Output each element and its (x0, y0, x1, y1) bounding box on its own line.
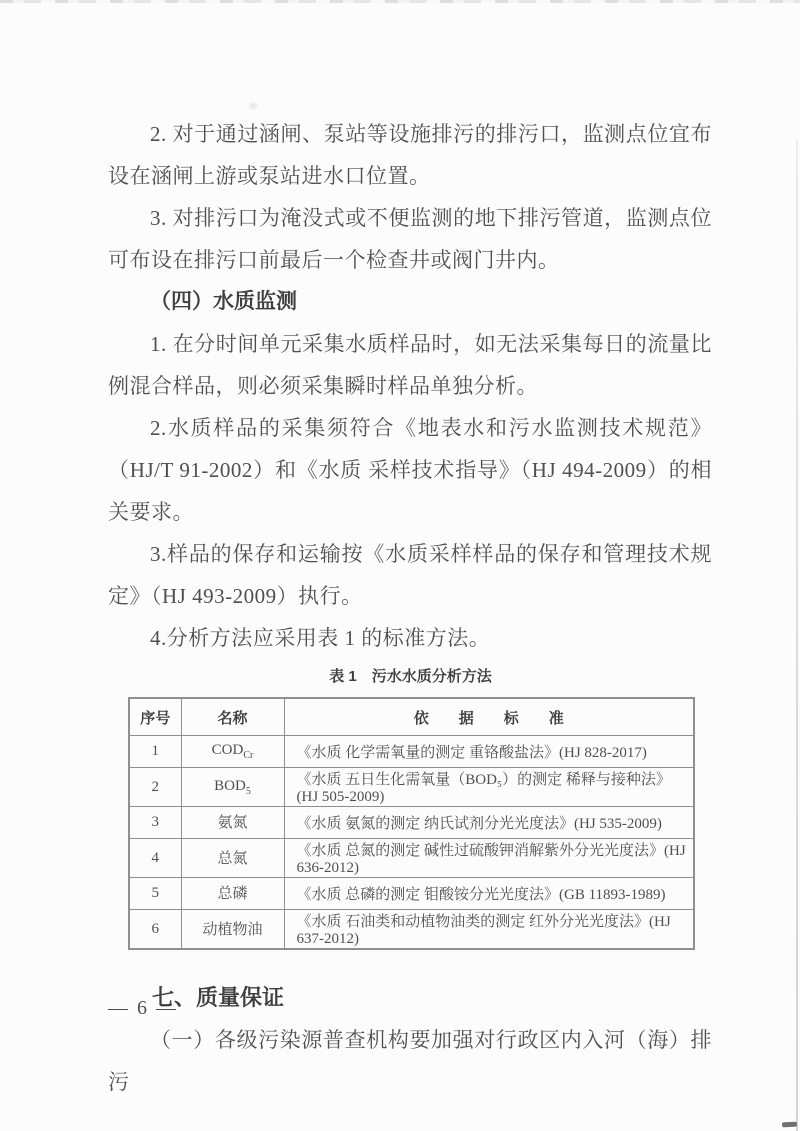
heading-section-7-quality-assurance: 七、质量保证 (152, 985, 285, 1010)
table-row (129, 878, 694, 910)
cell-no: 6 (129, 910, 181, 950)
scan-artifact-corner-mark (782, 1122, 797, 1128)
cell-no: 5 (129, 878, 181, 910)
paragraph-sample-time-unit: 1. 在分时间单元采集水质样品时，如无法采集每日的流量比例混合样品，则必须采集瞬时样品单独分析。 (108, 332, 712, 398)
document-body (108, 113, 712, 1103)
cell-name: 动植物油 (181, 910, 284, 950)
cell-name: 氨氮 (181, 807, 284, 839)
paragraph-analysis-method: 4.分析方法应采用表 1 的标准方法。 (150, 626, 491, 650)
paragraph-qa-agencies: （一）各级污染源普查机构要加强对行政区内入河（海）排污 (108, 1028, 712, 1094)
table-title: 表 1 污水水质分析方法 (329, 668, 492, 685)
cell-standard: 《水质 五日生化需氧量（BOD₅）的测定 稀释与接种法》(HJ 505-2009) (284, 768, 694, 807)
paragraph-sample-collection: 2.水质样品的采集须符合《地表水和污水监测技术规范》（HJ/T 91-2002）和《水质 采样技术指导》（HJ 494-2009）的相关要求。 (108, 416, 712, 524)
subscript: Cr (243, 750, 254, 761)
heading-section-4-water-quality-monitoring: （四）水质监测 (150, 290, 297, 313)
page-number: — 6 — (108, 997, 178, 1019)
cell-standard: 《水质 总磷的测定 钼酸铵分光光度法》(GB 11893-1989) (284, 878, 694, 910)
paragraph-outlet-submerged: 3. 对排污口为淹没式或不便监测的地下排污管道，监测点位可布设在排污口前最后一个检查井或阀门井内。 (108, 206, 712, 272)
cell-standard: 《水质 氨氮的测定 纳氏试剂分光光度法》(HJ 535-2009) (284, 807, 694, 839)
table-row (129, 736, 694, 768)
table-row (129, 807, 694, 839)
cell-name: $COD_{Cr}$ (181, 736, 284, 768)
column-header-no: 序号 (129, 698, 181, 736)
cell-no: 3 (129, 807, 181, 839)
table-row (129, 839, 694, 878)
table-row (129, 910, 694, 950)
cell-no: 4 (129, 839, 181, 878)
column-header-standard: 依 据 标 准 (284, 698, 694, 736)
cell-no: 1 (129, 736, 181, 768)
scan-artifact-top-edge (0, 0, 800, 3)
table-header-row (129, 698, 694, 736)
table-row (129, 768, 694, 807)
column-header-name: 名称 (181, 698, 284, 736)
cell-no: 2 (129, 768, 181, 807)
analysis-methods-table (128, 697, 695, 950)
paragraph-sample-storage: 3.样品的保存和运输按《水质采样样品的保存和管理技术规定》（HJ 493-2009）执行。 (108, 542, 712, 608)
cell-name: 总氮 (181, 839, 284, 878)
paragraph-outlet-sluice: 2. 对于通过涵闸、泵站等设施排污的排污口，监测点位宜布设在涵闸上游或泵站进水口位置。 (108, 122, 712, 188)
cell-name: 总磷 (181, 878, 284, 910)
scan-artifact-speck (248, 102, 258, 110)
cell-name: $BOD_5$ (181, 768, 284, 807)
cell-standard: 《水质 石油类和动植物油类的测定 红外分光光度法》(HJ 637-2012) (284, 910, 694, 950)
cell-standard: 《水质 化学需氧量的测定 重铬酸盐法》(HJ 828-2017) (284, 736, 694, 768)
subscript: 5 (245, 785, 251, 797)
scan-artifact-right-edge (796, 140, 798, 1131)
cell-standard: 《水质 总氮的测定 碱性过硫酸钾消解紫外分光光度法》(HJ 636-2012) (284, 839, 694, 878)
